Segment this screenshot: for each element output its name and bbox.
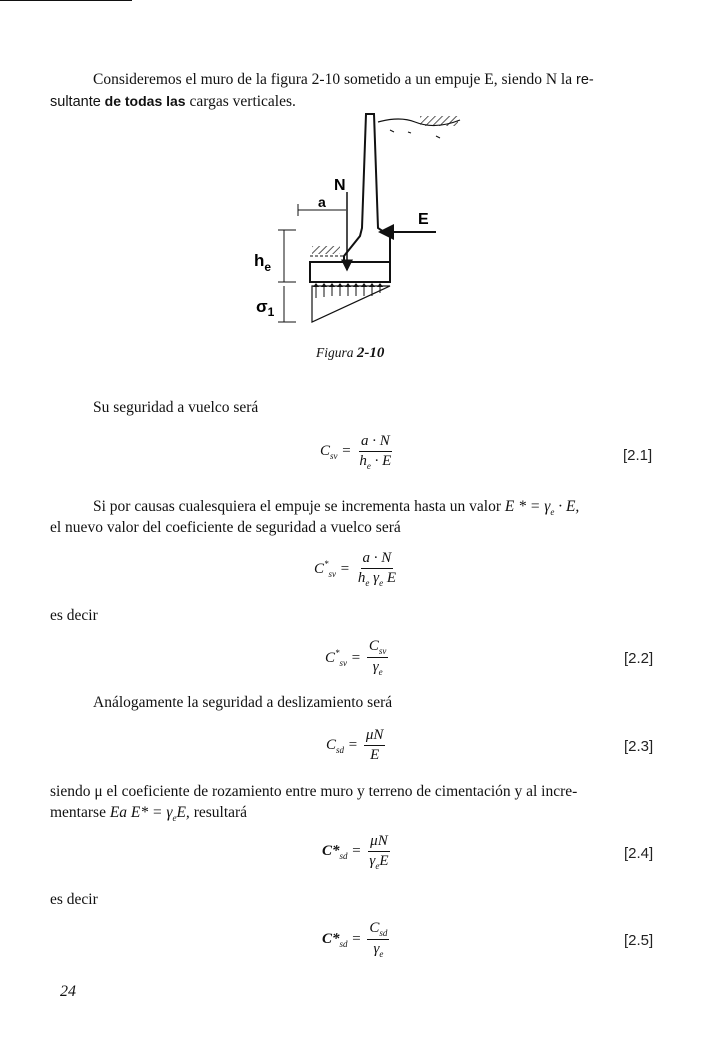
label-e: E: [418, 211, 429, 228]
paragraph-increment-line1: Si por causas cualesquiera el empuje se incrementa hasta un valor E * = $\gamma_e \cdot E$,: [93, 498, 580, 518]
retaining-wall-figure: [250, 110, 480, 330]
wall-stem: [344, 114, 390, 262]
paragraph-intro-line1: [93, 70, 594, 90]
paragraph-friction-line1: siendo μ el coeficiente de rozamiento entre muro y terreno de cimentación y al incre-: [50, 783, 578, 800]
equation-2-3: $C_{sd}$ = $\frac{\mu N}{E}$: [326, 727, 384, 763]
equation-number-2-4: [2.4]: [624, 845, 654, 862]
intro-text: Consideremos el muro de la figura 2-10 sometido a un empuje E, siendo N la: [93, 71, 573, 88]
label-a: a: [318, 194, 326, 210]
header-rule: [0, 0, 132, 1]
label-sigma: $\sigma_1$: [256, 297, 275, 319]
equation-2-1: $C_{sv}$ = $\frac{a \cdot N}{h_e \cdot E}$: [320, 433, 392, 471]
intro-word: sultante: [50, 94, 101, 110]
caption-word: Figura: [316, 345, 354, 360]
equation-number-2-1: [2.1]: [623, 447, 653, 464]
paragraph-increment-line2: el nuevo valor del coeficiente de seguridad a vuelco será: [50, 519, 401, 536]
toe-soil-hatch: [312, 246, 340, 254]
wall-footing: [310, 262, 390, 282]
text-es-decir-1: es decir: [50, 607, 98, 624]
paragraph-friction-line2: mentarse Ea $E* = \gamma_eE$, resultará: [50, 804, 248, 824]
equation-number-2-2: [2.2]: [624, 650, 654, 667]
figure-caption: [316, 345, 384, 362]
equation-number-2-3: [2.3]: [624, 738, 654, 755]
caption-number: 2-10: [356, 345, 385, 361]
equation-2-4: $C*_{sd}$ = $\frac{\mu N}{\gamma_eE}$: [322, 833, 389, 871]
intro-hyphen: re-: [575, 72, 594, 88]
equation-number-2-5: [2.5]: [624, 932, 654, 949]
text-es-decir-2: es decir: [50, 891, 98, 908]
text-vuelco: Su seguridad a vuelco será: [93, 399, 259, 416]
equation-2-2: $C^*_{sv}$ = $\frac{C_{sv}}{\gamma_e}$: [325, 638, 387, 677]
label-he: $h_e$: [254, 251, 272, 274]
backfill-hatch: [420, 116, 458, 126]
page-number: 24: [60, 983, 76, 1000]
equation-csv-star: $C^*_{sv}$ = $\frac{a \cdot N}{h_e \gamma_e E}$: [314, 550, 396, 588]
intro-end: cargas verticales.: [189, 93, 296, 110]
equation-2-5: $C*_{sd}$ = $\frac{C_{sd}}{\gamma_e}$: [322, 920, 388, 959]
label-n: N: [334, 177, 346, 194]
text-deslizamiento: Análogamente la seguridad a deslizamiento será: [93, 694, 393, 711]
paragraph-intro-line2: [50, 91, 296, 112]
intro-bold: de todas las: [104, 93, 186, 109]
